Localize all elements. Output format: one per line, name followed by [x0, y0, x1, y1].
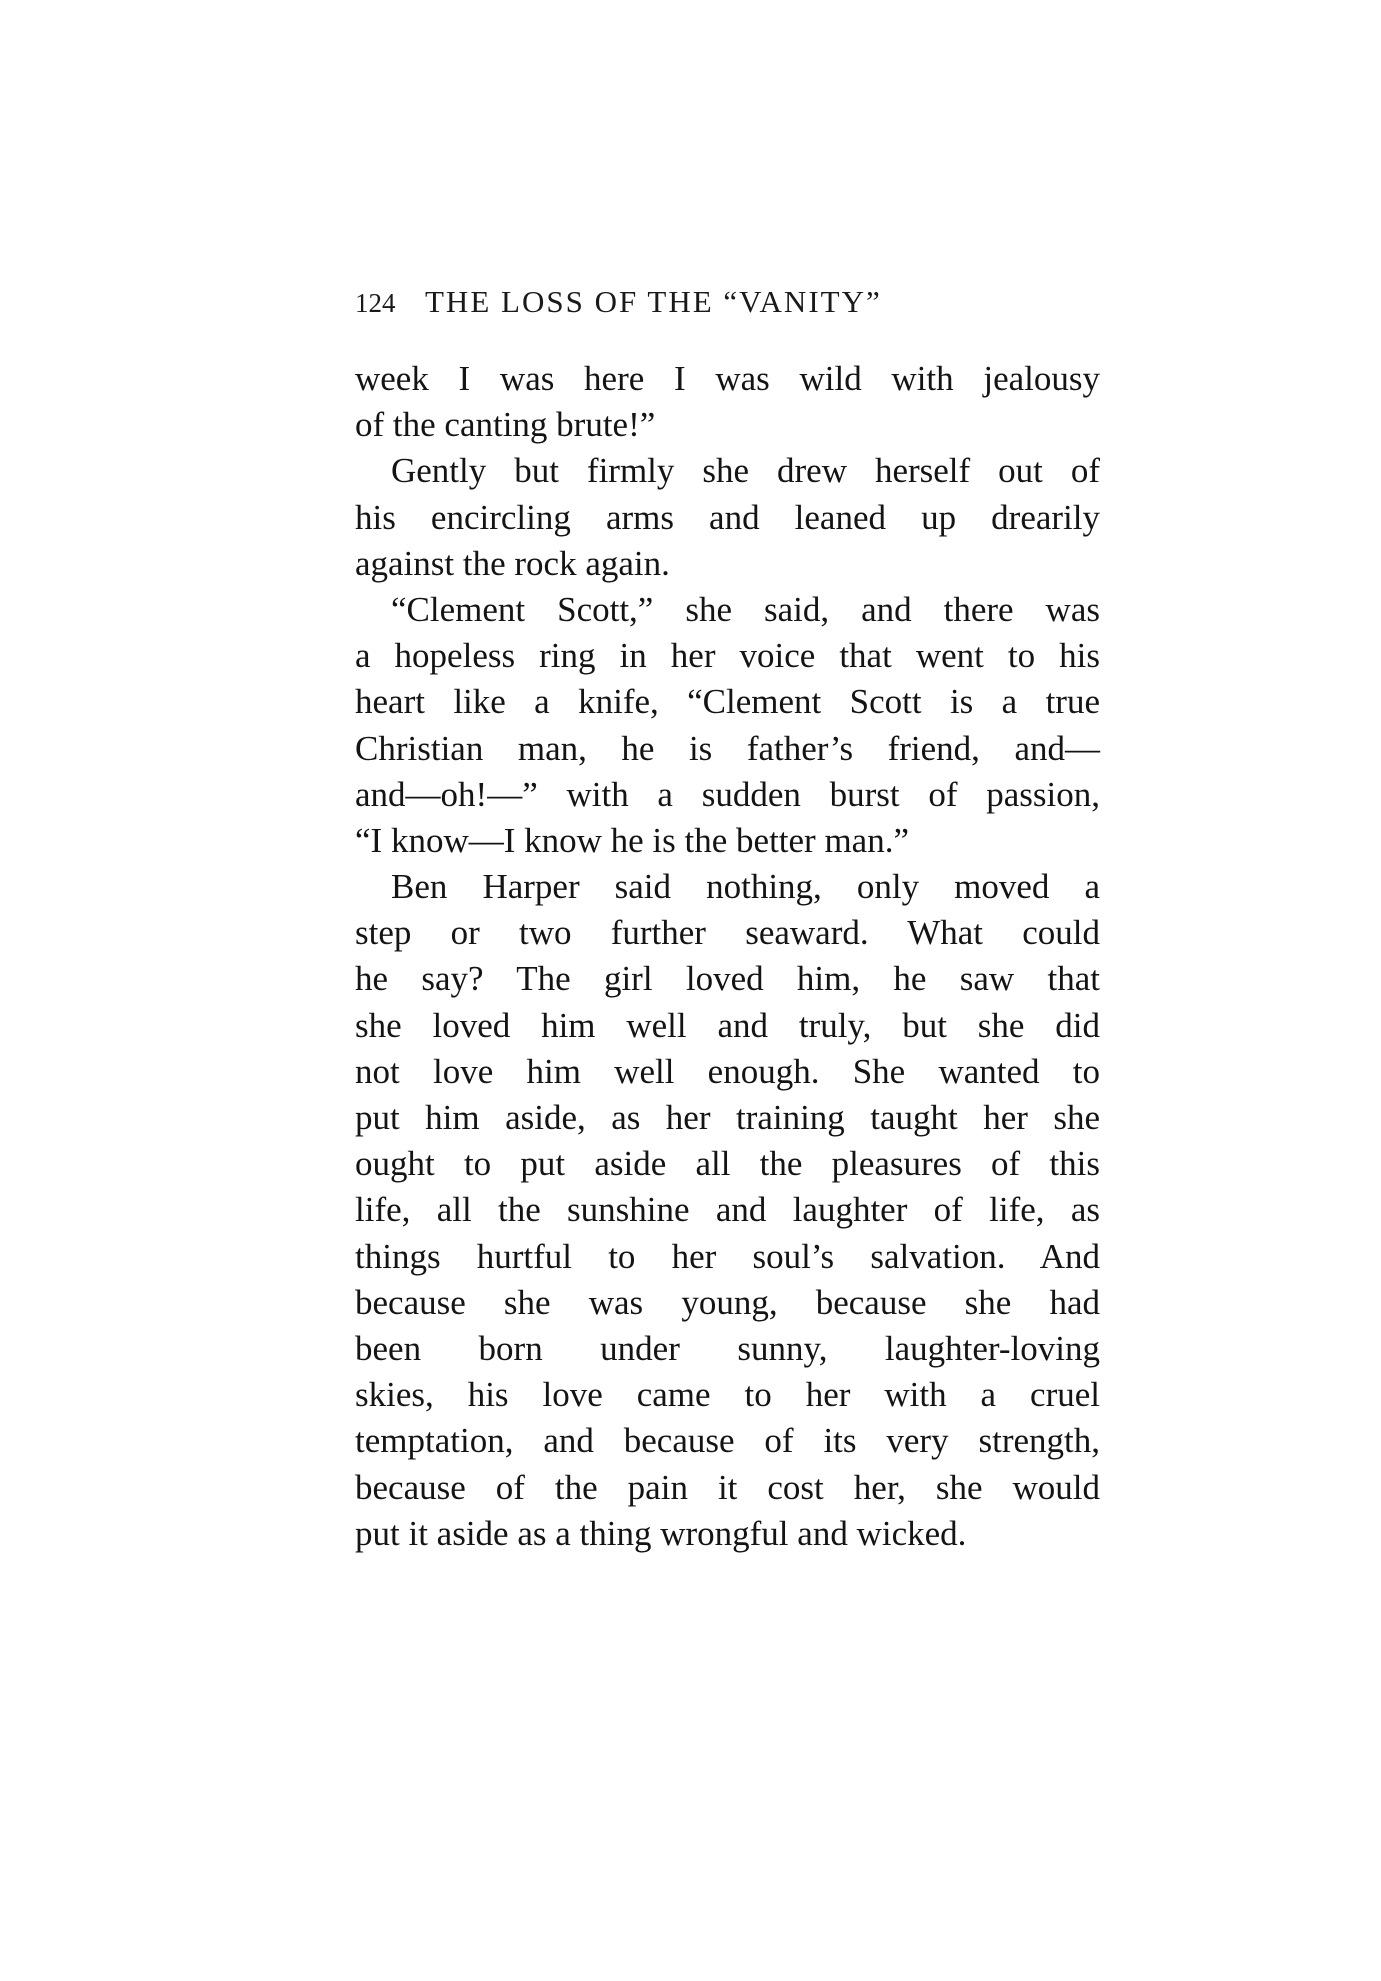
text-line: step or two further seaward. What could	[355, 913, 1100, 953]
text-line: his encircling arms and leaned up drearily	[355, 497, 1100, 537]
text-line: put him aside, as her training taught her she	[355, 1098, 1100, 1137]
text-line: of the canting brute!”	[355, 405, 656, 445]
text-line: because she was young, because she had	[355, 1282, 1100, 1322]
running-head	[355, 284, 1115, 320]
text-line: and—oh!—” with a sudden burst of passion,	[355, 774, 1100, 814]
text-line: he say? The girl loved him, he saw that	[355, 959, 1100, 999]
text-line: life, all the sunshine and laughter of life, as	[355, 1190, 1100, 1230]
text-line: put it aside as a thing wrongful and wicked.	[355, 1513, 967, 1553]
text-line: “Clement Scott,” she said, and there was	[391, 589, 1100, 629]
text-line: skies, his love came to her with a cruel	[355, 1375, 1100, 1415]
text-line: Christian man, he is father’s friend, and—	[355, 728, 1100, 768]
text-line: ought to put aside all the pleasures of this	[355, 1144, 1100, 1184]
text-line: temptation, and because of its very strength,	[355, 1421, 1100, 1461]
text-line: a hopeless ring in her voice that went to his	[355, 636, 1100, 676]
text-line: she loved him well and truly, but she did	[355, 1005, 1100, 1045]
text-line: week I was here I was wild with jealousy	[355, 359, 1100, 398]
page-number: 124	[355, 288, 396, 318]
text-line: not love him well enough. She wanted to	[355, 1051, 1100, 1091]
running-title: THE LOSS OF THE “VANITY”	[425, 284, 882, 319]
text-line: because of the pain it cost her, she would	[355, 1467, 1100, 1507]
text-line: been born under sunny, laughter-loving	[355, 1328, 1100, 1368]
text-line: Ben Harper said nothing, only moved a	[391, 867, 1100, 907]
text-line: Gently but firmly she drew herself out of	[391, 451, 1100, 491]
body-text	[355, 356, 1100, 1557]
text-line: “I know—I know he is the better man.”	[355, 820, 910, 860]
text-line: heart like a knife, “Clement Scott is a true	[355, 682, 1100, 722]
text-line: things hurtful to her soul’s salvation. And	[355, 1236, 1100, 1276]
text-line: against the rock again.	[355, 543, 670, 583]
